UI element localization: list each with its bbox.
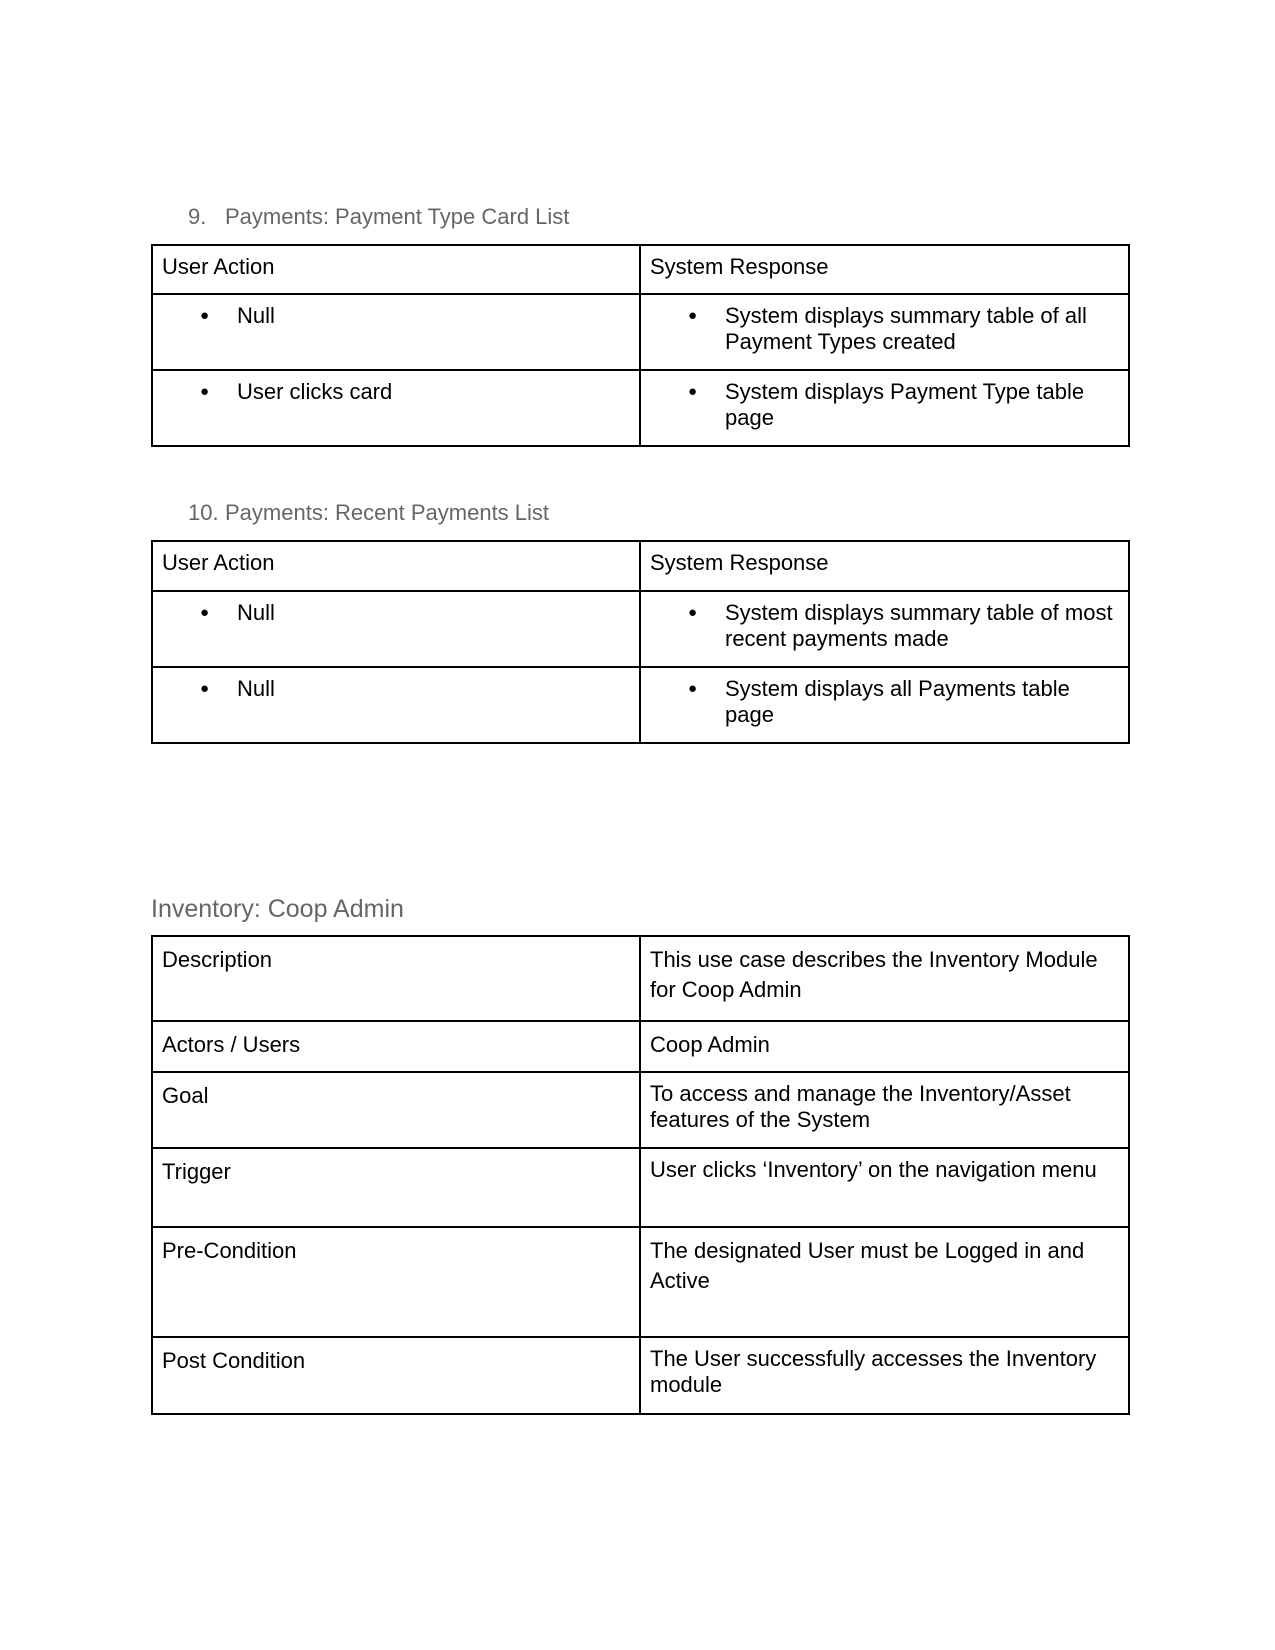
row-value: Coop Admin [640, 1021, 1129, 1072]
user-action-item: ● User clicks card [162, 379, 630, 405]
row-label: Goal [152, 1072, 640, 1148]
row-label: Description [152, 936, 640, 1021]
row-label: Actors / Users [152, 1021, 640, 1072]
section-9-title: Payments: Payment Type Card List [225, 204, 570, 229]
row-label: Post Condition [152, 1337, 640, 1414]
system-response-item: ● System displays all Payments table page [650, 676, 1119, 728]
header-system-response: System Response [640, 541, 1129, 591]
table-row [152, 294, 1129, 370]
header-user-action: User Action [152, 245, 640, 294]
table-row [152, 1072, 1129, 1148]
section-9-number: 9. [188, 204, 207, 229]
table-row [152, 936, 1129, 1021]
table-row [152, 1148, 1129, 1227]
section-10-number: 10. [188, 500, 219, 525]
row-value: This use case describes the Inventory Module for Coop Admin [640, 936, 1129, 1021]
section-10-title: Payments: Recent Payments List [225, 500, 550, 525]
payment-type-card-list-table [151, 244, 1130, 447]
recent-payments-list-table [151, 540, 1130, 744]
row-value: User clicks ‘Inventory’ on the navigation menu [640, 1148, 1129, 1227]
table-row [152, 667, 1129, 743]
header-system-response: System Response [640, 245, 1129, 294]
section-9-heading [188, 204, 569, 230]
table-row [152, 1227, 1129, 1337]
row-label: Pre-Condition [152, 1227, 640, 1337]
row-value: The designated User must be Logged in and Active [640, 1227, 1129, 1337]
user-action-item: ● Null [162, 303, 630, 329]
header-user-action: User Action [152, 541, 640, 591]
system-response-item: ● System displays summary table of all Payment Types created [650, 303, 1119, 355]
section-10-heading [188, 500, 549, 526]
system-response-item: ● System displays Payment Type table page [650, 379, 1119, 431]
row-value: To access and manage the Inventory/Asset features of the System [640, 1072, 1129, 1148]
table-row [152, 370, 1129, 446]
table-header-row [152, 245, 1129, 294]
row-value: The User successfully accesses the Inventory module [640, 1337, 1129, 1414]
row-label: Trigger [152, 1148, 640, 1227]
table-row [152, 1021, 1129, 1072]
table-row [152, 591, 1129, 667]
table-row [152, 1337, 1129, 1414]
user-action-item: ● Null [162, 600, 630, 626]
user-action-item: ● Null [162, 676, 630, 702]
inventory-heading: Inventory: Coop Admin [151, 895, 404, 923]
table-header-row [152, 541, 1129, 591]
inventory-use-case-table [151, 935, 1130, 1415]
system-response-item: ● System displays summary table of most recent payments made [650, 600, 1119, 652]
